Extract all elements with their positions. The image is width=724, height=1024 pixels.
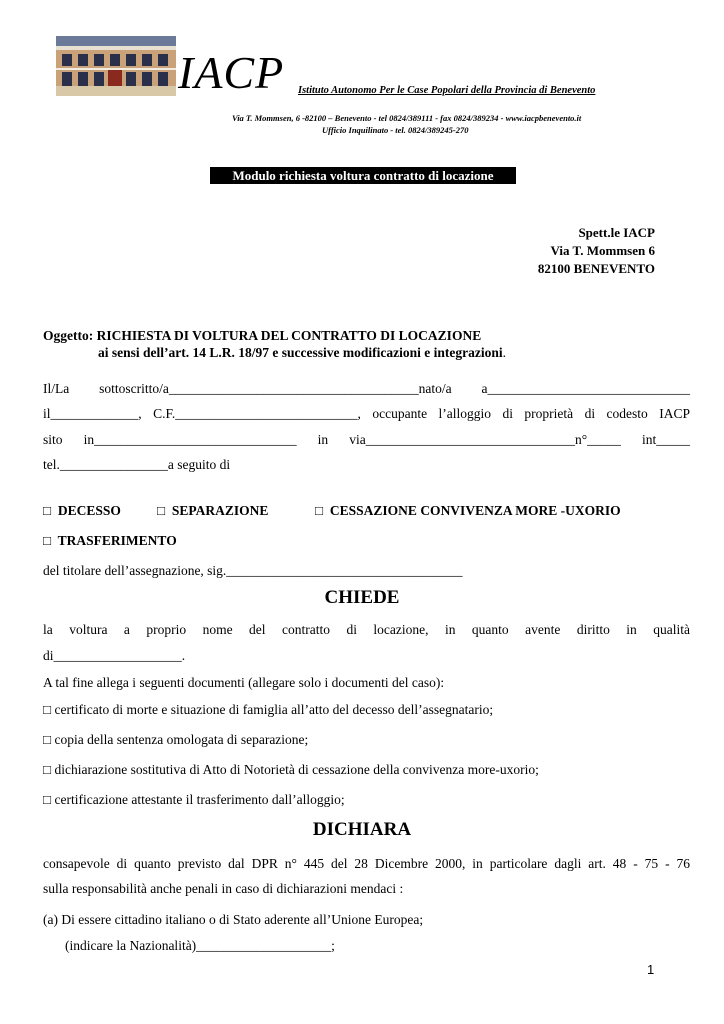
contact-office: Ufficio Inquilinato - tel. 0824/389245-270 <box>322 125 469 135</box>
dichiara-item-a: (a) Di essere cittadino italiano o di Stato aderente all’Unione Europea; <box>43 912 424 927</box>
building-facade-icon <box>56 36 176 96</box>
option-label: CESSAZIONE CONVIVENZA MORE -UXORIO <box>329 503 621 518</box>
field-birthdate-cf[interactable]: il_____________, C.F.___________________________, occupante l’alloggio di proprietà di codesto IACP <box>43 406 690 421</box>
recipient-line-1: Spett.le IACP <box>578 225 655 240</box>
field-nazionalita[interactable]: (indicare la Nazionalità)____________________; <box>65 938 335 953</box>
recipient-line-2: Via T. Mommsen 6 <box>550 243 655 258</box>
subject-reference <box>98 345 506 361</box>
field-phone[interactable]: tel.________________a seguito di <box>43 457 231 472</box>
option-label: TRASFERIMENTO <box>57 533 177 548</box>
checkbox-icon[interactable]: □ <box>157 503 166 518</box>
form-title: Modulo richiesta voltura contratto di locazione <box>210 167 516 184</box>
field-name-birthplace[interactable]: Il/La sottoscritto/a_____________________________________nato/a a______________________________ <box>43 381 690 396</box>
contact-address: Via T. Mommsen, 6 -82100 – Benevento - tel 0824/389111 - fax 0824/389234 - www.iacpbenevento.it <box>232 113 582 123</box>
checkbox-icon[interactable]: □ <box>315 503 324 518</box>
doc-item[interactable]: □ copia della sentenza omologata di separazione; <box>43 732 309 747</box>
dichiara-text-1: consapevole di quanto previsto dal DPR n° 445 del 28 Dicembre 2000, in particolare dagli art. 48 - 75 - 76 <box>43 856 690 871</box>
doc-item[interactable]: □ dichiarazione sostitutiva di Atto di Notorietà di cessazione della convivenza more-uxorio; <box>43 762 539 777</box>
subject-line <box>43 328 481 344</box>
option-label: SEPARAZIONE <box>171 503 269 518</box>
doc-item[interactable]: □ certificato di morte e situazione di famiglia all’atto del decesso dell’assegnatario; <box>43 702 494 717</box>
option-cessazione[interactable] <box>315 503 621 519</box>
chiede-text: la voltura a proprio nome del contratto di locazione, in quanto avente diritto in qualità <box>43 622 690 637</box>
subject-title: RICHIESTA DI VOLTURA DEL CONTRATTO DI LOCAZIONE <box>96 328 482 343</box>
recipient-line-3: 82100 BENEVENTO <box>537 261 655 276</box>
option-trasferimento[interactable] <box>43 533 177 549</box>
option-separazione[interactable] <box>157 503 268 519</box>
subject-label: Oggetto: <box>43 328 94 343</box>
checkbox-icon[interactable]: □ <box>43 503 52 518</box>
subject-law: ai sensi dell’art. 14 L.R. 18/97 e successive modificazioni e integrazioni <box>98 345 503 360</box>
heading-dichiara: DICHIARA <box>312 819 412 840</box>
institute-full-name: Istituto Autonomo Per le Case Popolari della Provincia di Benevento <box>298 85 596 96</box>
allega-intro: A tal fine allega i seguenti documenti (allegare solo i documenti del caso): <box>43 675 445 690</box>
option-decesso[interactable] <box>43 503 121 519</box>
checkbox-icon[interactable]: □ <box>43 533 52 548</box>
field-qualita[interactable]: di___________________. <box>43 648 186 663</box>
option-label: DECESSO <box>57 503 121 518</box>
doc-item[interactable]: □ certificazione attestante il trasferimento dall’alloggio; <box>43 792 345 807</box>
dichiara-text-2: sulla responsabilità anche penali in caso di dichiarazioni mendaci : <box>43 881 404 896</box>
field-titolare[interactable]: del titolare dell’assegnazione, sig.___________________________________ <box>43 563 463 578</box>
brand-name: IACP <box>178 47 285 98</box>
heading-chiede: CHIEDE <box>324 587 400 608</box>
subject-period: . <box>502 345 506 360</box>
field-address[interactable]: sito in______________________________ in via_______________________________n°_____ int_____ <box>43 432 690 447</box>
page-number: 1 <box>647 962 655 977</box>
